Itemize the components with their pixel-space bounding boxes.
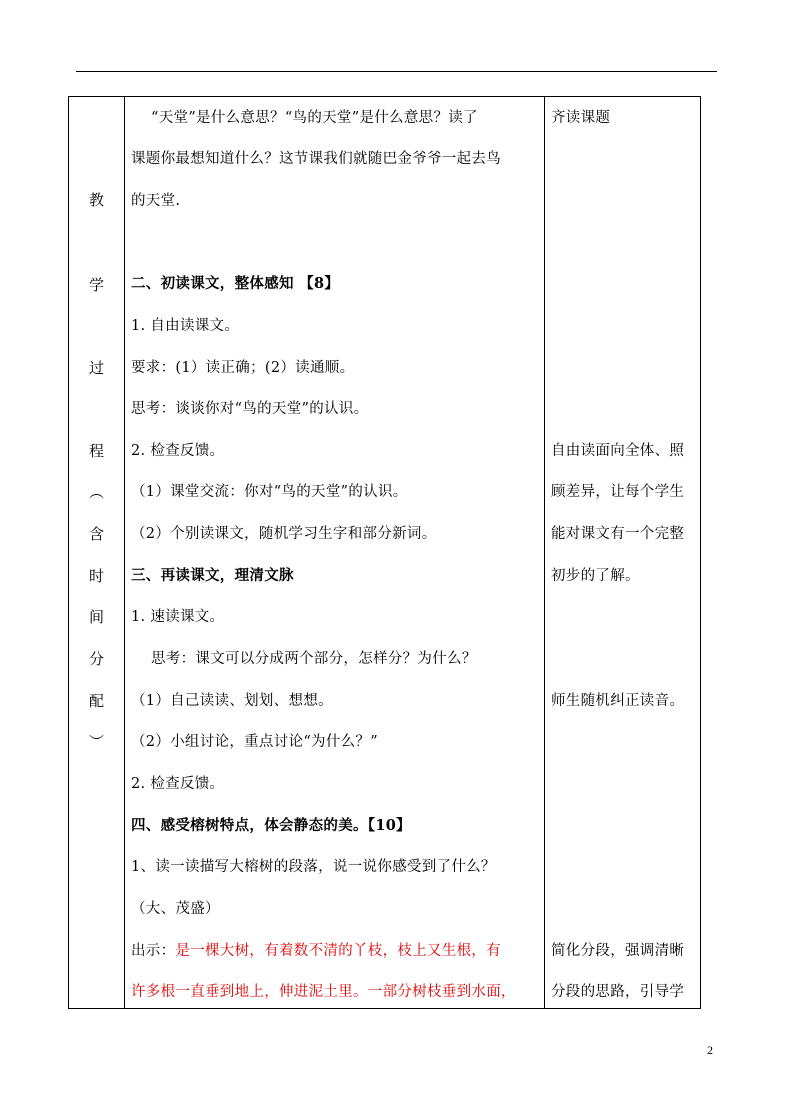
left-char: 过 (88, 359, 104, 377)
header-rule (76, 71, 717, 72)
section-3-heading: 三、再读课文，理清文脉 (131, 567, 294, 584)
show-line (131, 942, 501, 960)
left-char: 程 (88, 442, 104, 460)
note-line: 齐读课题 (551, 110, 611, 126)
text-line: 1. 自由读课文。 (131, 318, 240, 334)
text-line: 2. 检查反馈。 (131, 443, 225, 459)
text-line: 思考：课文可以分成两个部分，怎样分？为什么？ (151, 651, 477, 667)
column-divider-1 (124, 97, 125, 1008)
intro-line: 的天堂. (131, 193, 181, 209)
note-line: 自由读面向全体、照 (551, 443, 685, 459)
text-line: 1. 速读课文。 (131, 609, 225, 625)
text-line: 2. 检查反馈。 (131, 776, 225, 792)
section-2-heading: 二、初读课文，整体感知 【8】 (131, 275, 340, 292)
note-line: 师生随机纠正读音。 (551, 693, 685, 709)
intro-line: 课题你最想知道什么？这节课我们就随巴金爷爷一起去鸟 (131, 151, 501, 167)
text-line: 1、读一读描写大榕树的段落，说一说你感受到了什么？ (131, 859, 496, 875)
intro-line: “天堂”是什么意思？“鸟的天堂”是什么意思？读了 (151, 110, 478, 126)
left-char: 含 (88, 525, 104, 543)
left-char: 时 (88, 567, 104, 585)
left-char: ︵ (88, 483, 104, 501)
note-line: 能对课文有一个完整 (551, 526, 685, 542)
column-divider-2 (544, 97, 545, 1008)
show-label: 出示： (131, 943, 176, 959)
text-line: 思考：谈谈你对“鸟的天堂”的认识。 (131, 401, 369, 417)
left-char: ︶ (88, 733, 104, 751)
note-line: 分段的思路，引导学 (551, 984, 685, 1000)
section-4-heading: 四、感受榕树特点，体会静态的美。【10】 (131, 817, 411, 834)
note-line: 初步的了解。 (551, 568, 640, 584)
text-line: （2）个别读课文，随机学习生字和部分新词。 (131, 526, 437, 542)
note-line: 简化分段，强调清晰 (551, 943, 685, 959)
text-line: （1）课堂交流：你对“鸟的天堂”的认识。 (131, 484, 408, 500)
lesson-table (68, 96, 701, 1009)
text-line: 要求：(1）读正确；(2）读通顺。 (131, 360, 355, 376)
quoted-text: 许多根一直垂到地上，伸进泥土里。一部分树枝垂到水面， (131, 984, 516, 1000)
left-char: 分 (88, 650, 104, 668)
text-line: （大、茂盛） (131, 901, 220, 917)
page-number: 2 (707, 1043, 713, 1057)
text-line: （1）自己读读、划划、想想。 (131, 693, 333, 709)
left-char: 间 (88, 608, 104, 626)
left-char: 学 (88, 276, 104, 294)
left-char: 配 (88, 692, 104, 710)
note-line: 顾差异，让每个学生 (551, 484, 685, 500)
left-char: 教 (88, 191, 104, 209)
quoted-text: 是一棵大树，有着数不清的丫枝，枝上又生根，有 (175, 943, 502, 959)
text-line: （2）小组讨论，重点讨论“为什么？” (131, 734, 378, 750)
